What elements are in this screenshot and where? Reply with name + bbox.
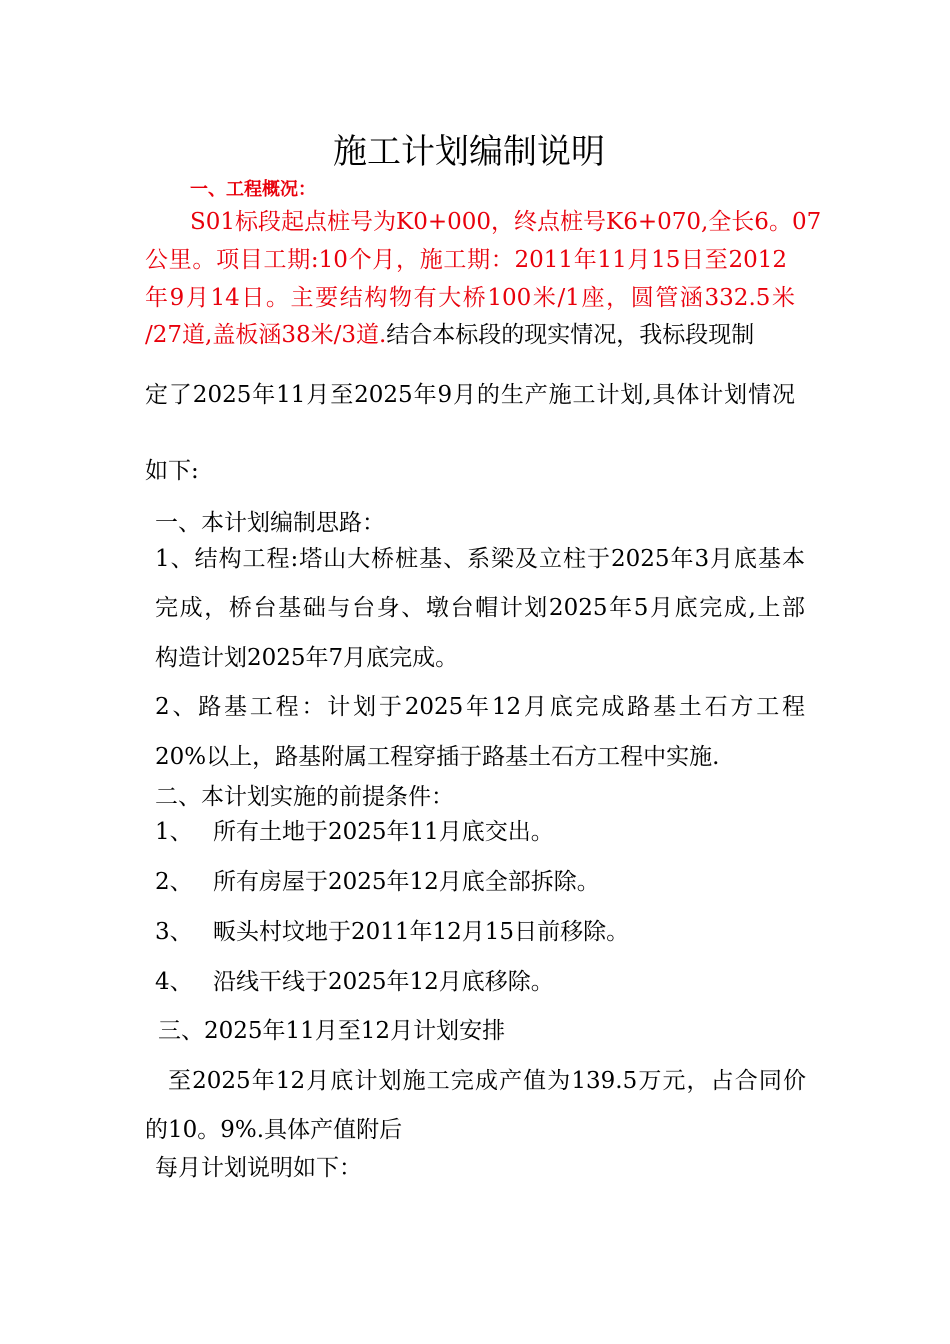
- section2-item-text: 所有房屋于2025年12月底全部拆除。: [213, 869, 600, 895]
- section2-item-text: 沿线干线于2025年12月底移除。: [213, 969, 554, 995]
- section1-item1-line1: 1、结构工程:塔山大桥桩基、系梁及立柱于2025年3月底基本: [155, 546, 805, 572]
- section2-item-4: [155, 967, 554, 997]
- section2-item-number: 1、: [155, 819, 193, 845]
- section2-heading: 二、本计划实施的前提条件：: [155, 784, 454, 810]
- section2-item-text: 所有土地于2025年11月底交出。: [213, 819, 554, 845]
- section3-heading: 三、2025年11月至12月计划安排: [158, 1018, 506, 1044]
- overview-line-4-black: 结合本标段的现实情况，我标段现制: [386, 322, 755, 348]
- section2-item-2: [155, 867, 600, 897]
- section2-item-3: [155, 917, 629, 947]
- section3-para-line1: 至2025年12月底计划施工完成产值为139.5万元，占合同价: [168, 1068, 806, 1094]
- overview-line-4: [145, 320, 795, 350]
- section1-item1-line2: 完成，桥台基础与台身、墩台帽计划2025年5月底完成,上部: [155, 595, 805, 621]
- section3-para-line2: 的10。9%.具体产值附后: [145, 1117, 403, 1143]
- section2-item-number: 2、: [155, 869, 193, 895]
- section1-item1-line3: 构造计划2025年7月底完成。: [155, 645, 459, 671]
- section2-item-1: [155, 817, 554, 847]
- section2-item-number: 4、: [155, 969, 193, 995]
- overview-line-4-red: /27道,盖板涵38米/3道.: [145, 322, 387, 348]
- section1-heading: 一、本计划编制思路：: [155, 510, 385, 536]
- section1-item2-line2: 20%以上，路基附属工程穿插于路基土石方工程中实施.: [155, 744, 720, 770]
- overview-continuation-2: 如下:: [145, 458, 199, 484]
- overview-line-3: 年9月14日。主要结构物有大桥100米/1座，圆管涵332.5米: [145, 285, 795, 311]
- monthly-plan-heading: 每月计划说明如下：: [155, 1155, 362, 1181]
- section2-item-text: 畈头村坟地于2011年12月15日前移除。: [213, 919, 630, 945]
- overview-line-1: S01标段起点桩号为K0+000，终点桩号K6+070,全长6。07: [190, 209, 822, 235]
- section2-item-number: 3、: [155, 919, 193, 945]
- overview-heading: 一、工程概况：: [190, 179, 316, 200]
- overview-continuation-1: 定了2025年11月至2025年9月的生产施工计划,具体计划情况: [145, 382, 795, 408]
- page-title: 施工计划编制说明: [333, 132, 605, 172]
- section1-item2-line1: 2、路基工程：计划于2025年12月底完成路基土石方工程: [155, 694, 805, 720]
- overview-line-2: 公里。项目工期:10个月，施工期：2011年11月15日至2012: [145, 247, 787, 273]
